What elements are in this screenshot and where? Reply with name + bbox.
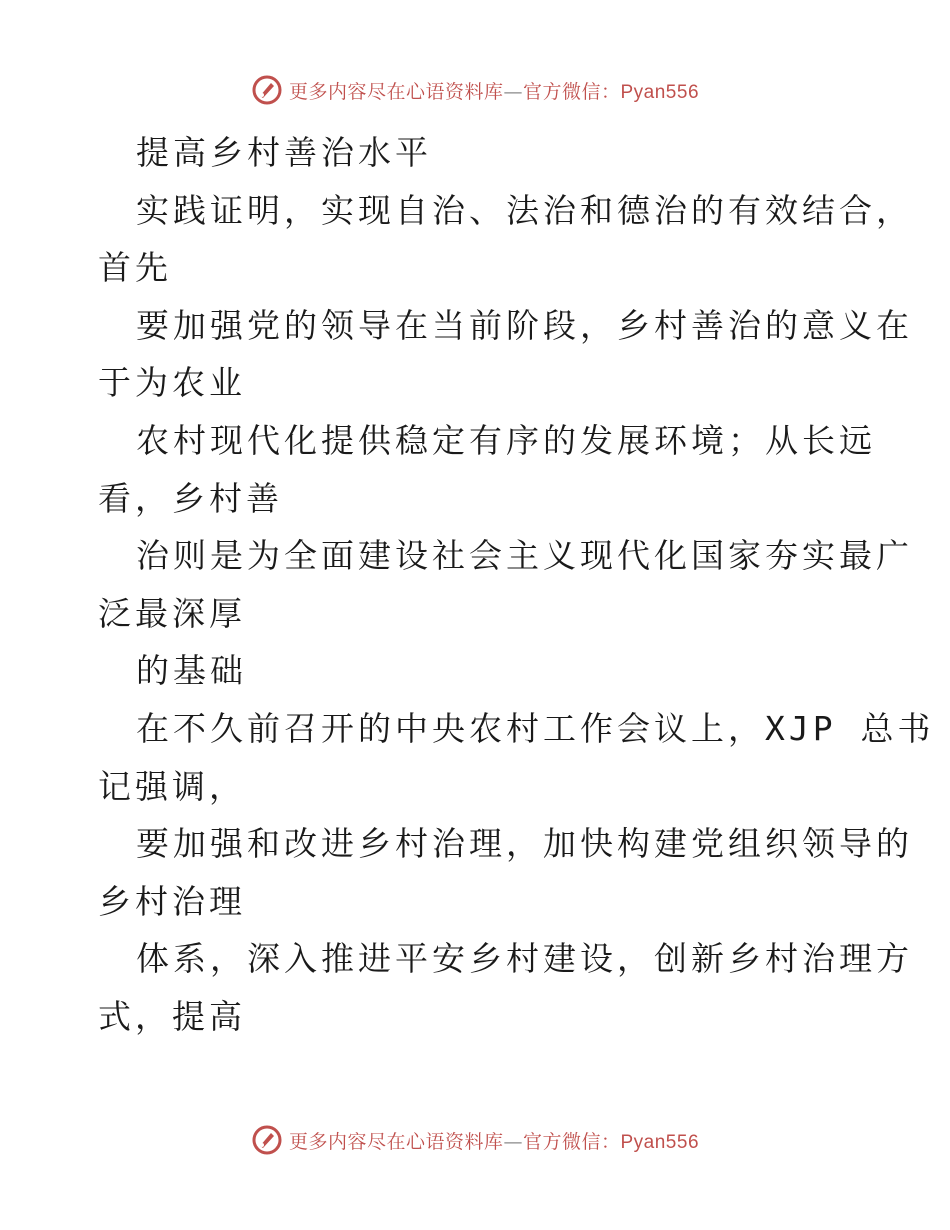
text-line: 在不久前召开的中央农村工作会议上，XJP 总书 — [136, 708, 935, 748]
text-line: 看，乡村善 — [98, 478, 283, 518]
header-banner — [0, 70, 950, 110]
banner-main-text: 更多内容尽在心语资料库 — [288, 1130, 504, 1153]
quill-seal-icon — [251, 74, 283, 106]
text-line: 要加强党的领导在当前阶段，乡村善治的意义在 — [136, 305, 913, 345]
banner-wechat-label: 官方微信： — [522, 80, 621, 103]
text-line: 农村现代化提供稳定有序的发展环境；从长远 — [136, 420, 876, 460]
text-line: 实践证明，实现自治、法治和德治的有效结合， — [136, 190, 913, 230]
text-line: 治则是为全面建设社会主义现代化国家夯实最广 — [136, 536, 913, 576]
text-line: 乡村治理 — [98, 881, 246, 921]
banner-wechat-id: Pyan556 — [620, 1131, 700, 1153]
banner-separator: — — [503, 1130, 523, 1153]
text-line: 体系，深入推进平安乡村建设，创新乡村治理方 — [136, 939, 913, 979]
banner-separator: — — [503, 80, 523, 103]
text-line: 提高乡村善治水平 — [136, 133, 432, 172]
banner-main-text: 更多内容尽在心语资料库 — [288, 80, 504, 103]
quill-seal-icon — [251, 1124, 283, 1156]
text-line: 的基础 — [136, 651, 247, 691]
footer-banner — [0, 1120, 950, 1160]
banner-wechat-label: 官方微信： — [522, 1130, 621, 1153]
banner-text — [289, 77, 699, 104]
text-line: 记强调， — [98, 766, 246, 806]
text-line: 于为农业 — [98, 363, 246, 403]
text-line: 式，提高 — [98, 996, 246, 1036]
text-line: 要加强和改进乡村治理，加快构建党组织领导的 — [136, 824, 913, 864]
document-body — [98, 124, 935, 1046]
banner-text — [289, 1127, 699, 1154]
text-line: 泛最深厚 — [98, 593, 246, 633]
banner-wechat-id: Pyan556 — [620, 81, 700, 103]
text-line: 首先 — [98, 248, 172, 288]
